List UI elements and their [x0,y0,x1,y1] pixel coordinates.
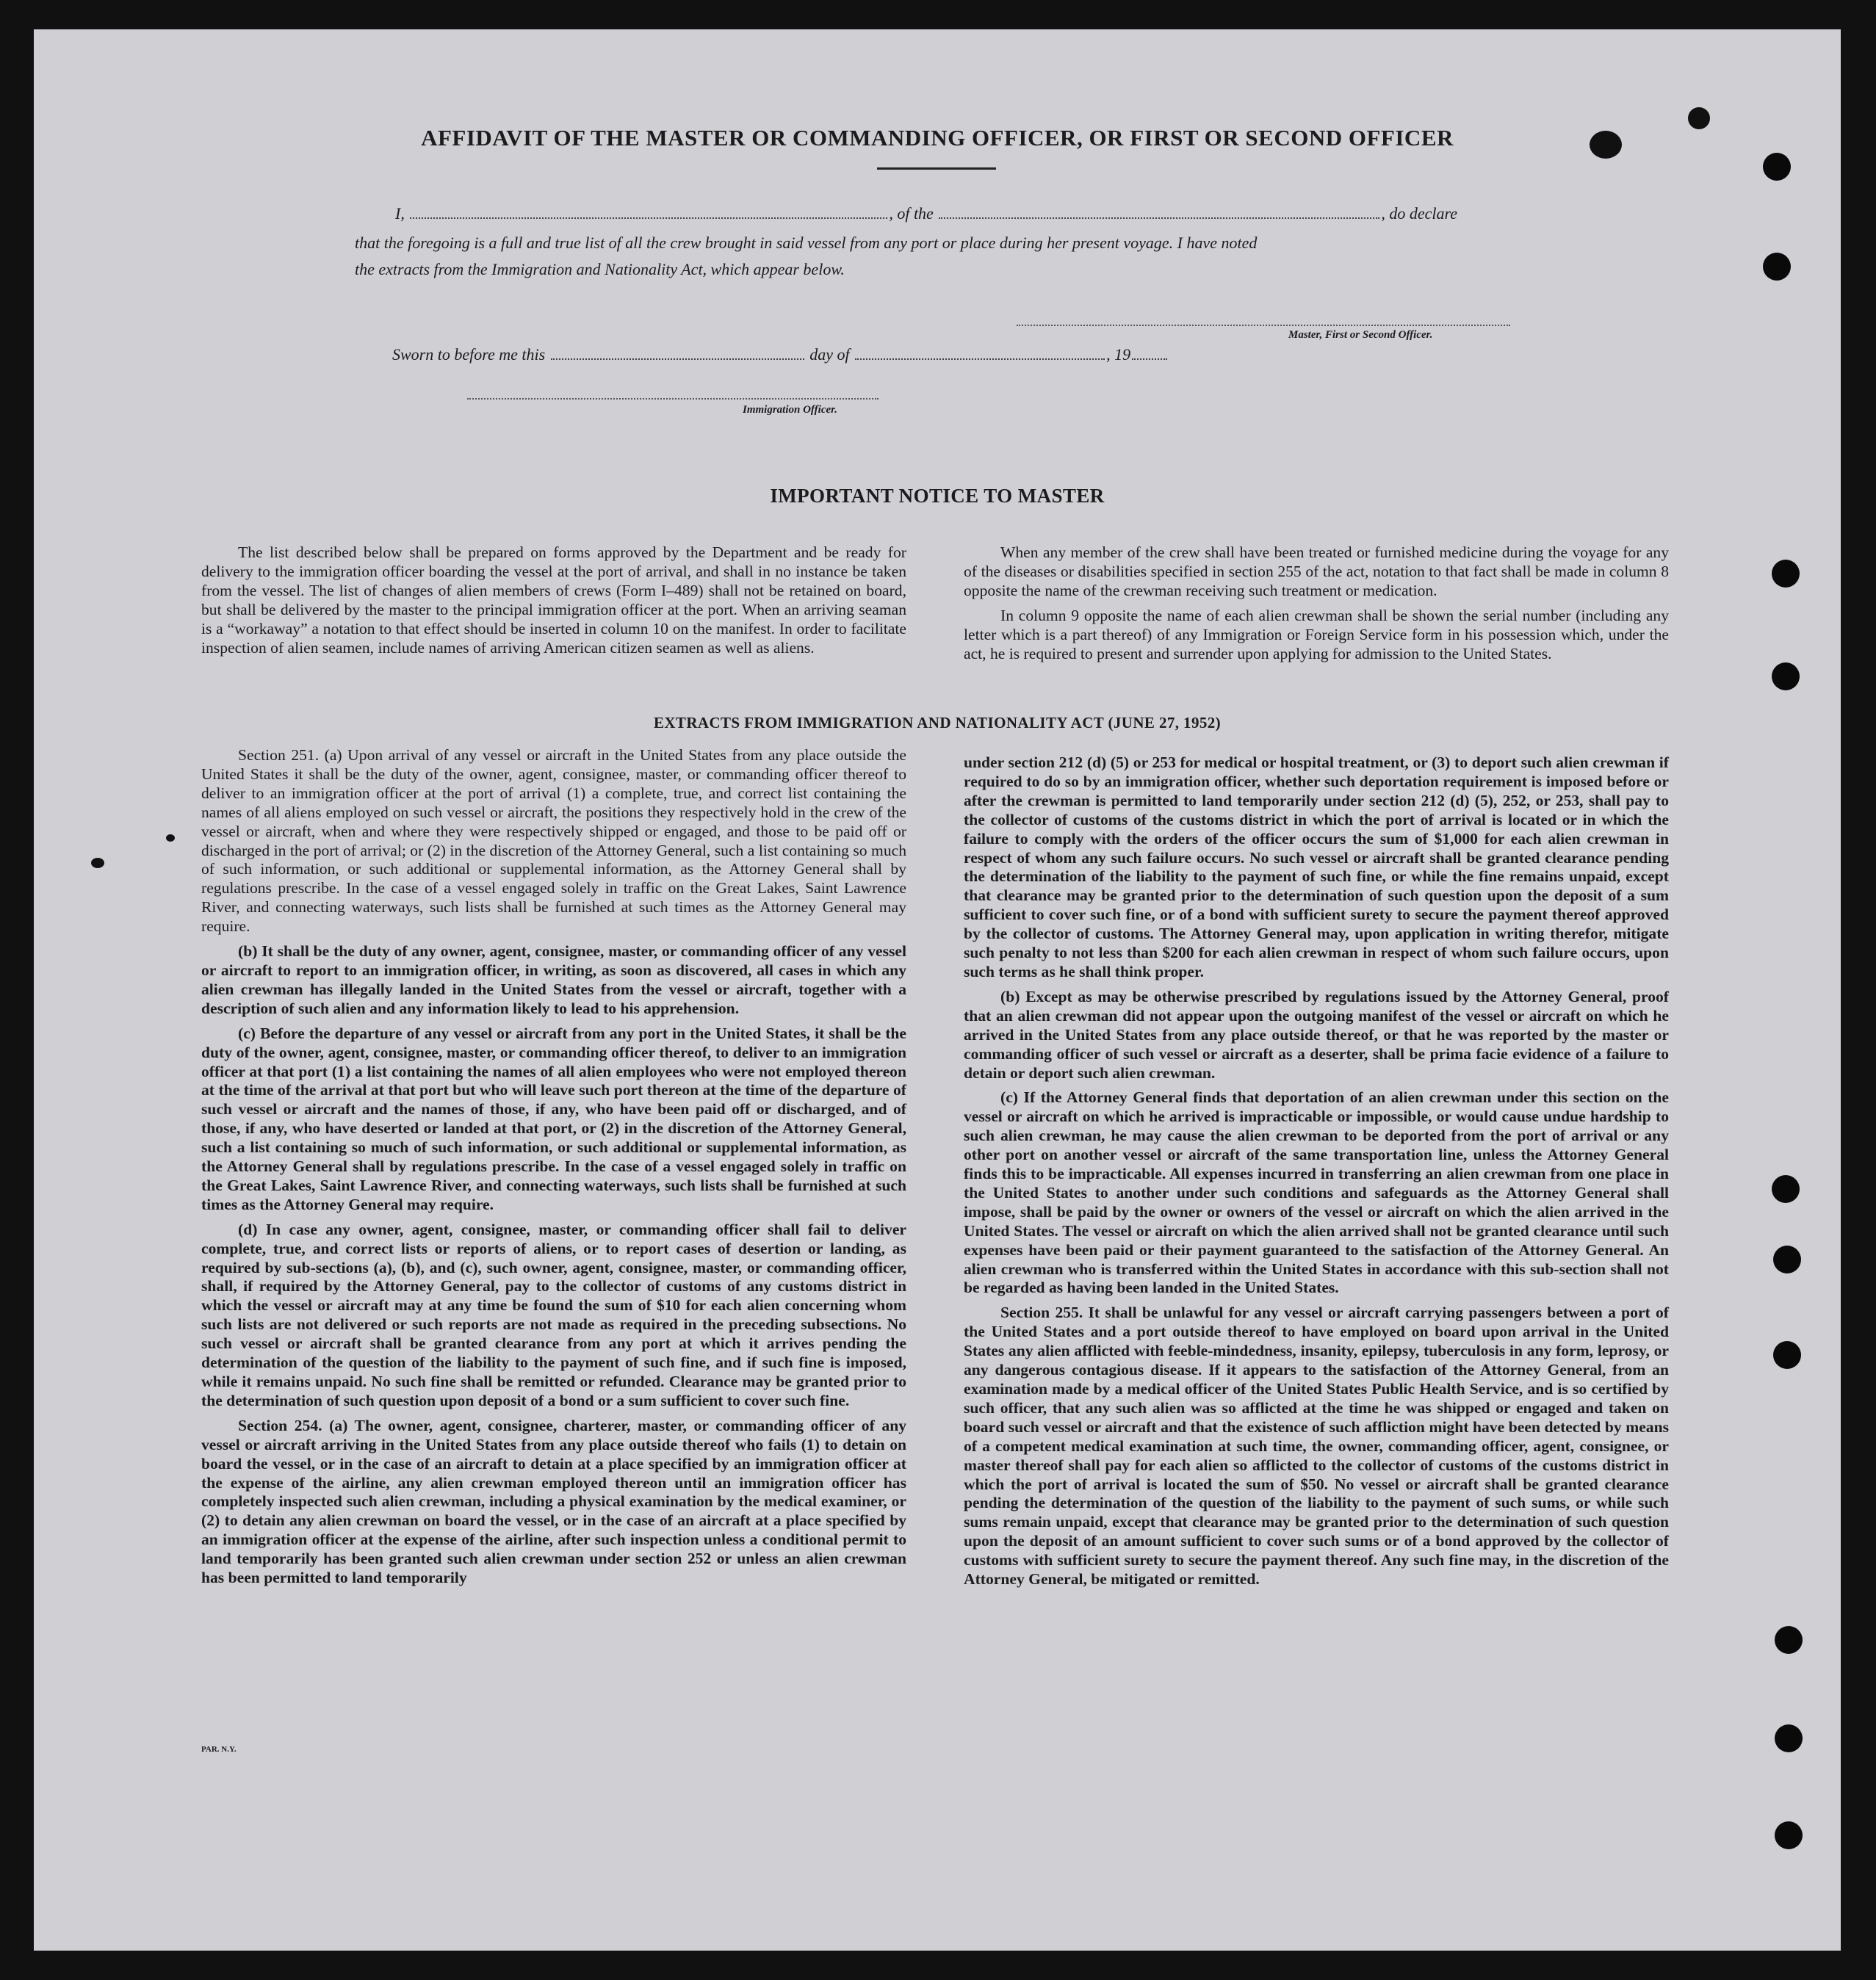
extracts-title: EXTRACTS FROM IMMIGRATION AND NATIONALITY ACT (JUNE 27, 1952) [653,714,1222,731]
section-paragraph: (b) It shall be the duty of any owner, agent, consignee, master, or commanding officer of any vessel or aircraft to report to an immigration officer, in writing, as soon as discovered, all cases in which any alien crewman has illegally landed in the United States from the vessel or aircraft, together with a description of such alien and any information likely to lead to his apprehension. [201,942,906,1017]
section-paragraph: (d) In case any owner, agent, consignee, master, or commanding officer shall fail to deliver complete, true, and correct lists or reports of aliens, or to report cases of desertion or landing, as required by sub-sections (a), (b), and (c), such owner, agent, consignee, master, or commanding officer, shall, if required by the Attorney General, pay to the collector of customs of any customs district in which the vessel or aircraft may at any time be found the sum of $10 for each alien concerning whom such lists are not delivered or such reports are not made as required in the preceding subsections. No such vessel or aircraft shall be granted clearance from any port at which it arrives pending the determination of the question of the liability to the payment of such fine, and if such fine is imposed, while it remains unpaid. No such fine shall be remitted or refunded. Clearance may be granted prior to the determination of such question upon deposit of a bond or a sum sufficient to cover such fine. [201,1220,906,1409]
year-blank[interactable] [1132,358,1167,360]
document-page [34,29,1841,1951]
notice-paragraph: In column 9 opposite the name of each alien crewman shall be shown the serial number (including any letter which is a part thereof) of any Immigration or Foreign Service form in his possession which, under the act, he is required to present and surrender upon applying for admission to the United States. [964,606,1669,662]
section-paragraph: under section 212 (d) (5) or 253 for medical or hospital treatment, or (3) to deport such alien crewman if required to do so by an immigration officer, whether such deportation requirement is imposed before or after the crewman is permitted to land temporarily under section 212 (d) (5), 252, or 253, shall pay to the collector of customs of the customs district in which the port of arrival is located or in which the failure to comply with the orders of the officer occurs the sum of $1,000 for each alien crewman in respect of whom any such failure occurs. No such vessel or aircraft shall be granted clearance pending the determination of the liability to the payment of such fine, or while the fine remains unpaid, except that clearance may be granted prior to the determination of such question upon the deposit of a sum sufficient to cover such fine, or of a bond with sufficient surety to secure the payment thereof approved by the collector of customs. The Attorney General may, upon application in writing therefor, mitigate such penalty to not less than $200 for each alien crewman in respect of whom such failure occurs, upon such terms as he shall think proper. [964,754,1669,980]
printer-mark: PAR. N.Y. [201,1745,237,1754]
punch-hole [1763,253,1791,281]
notice-left-column [201,543,906,663]
section-paragraph: (c) Before the departure of any vessel or aircraft from any port in the United States, it shall be the duty of the owner, agent, consignee, master, or commanding officer thereof, to deliver to an immigration officer at that port (1) a list containing the names of all alien employees who were not employed thereon at the time of the arrival at that port but who will leave such port thereon at the time of the departure of such vessel or aircraft and the names of those, if any, who have been paid off or discharged, and of those, if any, who have deserted or landed at that port, or (2) in the discretion of the Attorney General, such a list containing so much of such information, or such additional or supplemental information, as the Attorney General shall by regulations prescribe. In the case of a vessel engaged solely in traffic on the Great Lakes, Saint Lawrence River, and connecting waterways, such lists shall be furnished at such times as the Attorney General may require. [201,1024,906,1213]
punch-hole [1773,1341,1801,1369]
month-blank[interactable] [855,358,1105,360]
punch-hole [1772,1175,1800,1203]
master-caption: Master, First or Second Officer. [1288,329,1433,341]
i-label: I, [395,204,405,223]
notice-paragraph: The list described below shall be prepared on forms approved by the Department and be ready for delivery to the immigration officer boarding the vessel at the port of arrival, and shall in no instance be taken from the vessel. The list of changes of alien members of crews (Form I–489) shall not be retained on board, but shall be delivered by the master to the principal immigration officer at the port. When an arriving seaman is a “workaway” a notation to that effect should be inserted in column 10 on the manifest. In order to facilitate inspection of alien seamen, include names of arriving American citizen seamen as well as aliens. [201,543,906,657]
declaration-line-2: the extracts from the Immigration and Nationality Act, which appear below. [355,260,845,278]
affidavit-title: AFFIDAVIT OF THE MASTER OR COMMANDING OFFICER, OR FIRST OR SECOND OFFICER [421,125,1454,151]
day-blank[interactable] [551,358,804,360]
section-paragraph: (b) Except as may be otherwise prescribed by regulations issued by the Attorney General, proof that an alien crewman did not appear upon the outgoing manifest of the vessel or aircraft on which he arrived in the United States from any place outside thereof, or that he was reported by the master or commanding officer of such vessel or aircraft as a deserter, shall be prima facie evidence of a failure to detain or deport such alien crewman. [964,987,1669,1082]
ink-blot [91,858,104,868]
declaration-first-line [395,204,1457,223]
ink-blot [1590,131,1622,159]
punch-hole [1775,1724,1803,1752]
ink-blot [166,834,175,842]
section-paragraph: Section 255. It shall be unlawful for any vessel or aircraft carrying passengers between a port of the United States and a port outside thereof to have employed on board upon arrival in the United States any alien afflicted with feeble-mindedness, insanity, epilepsy, tuberculosis in any form, leprosy, or any dangerous contagious disease. If it appears to the satisfaction of the Attorney General, from an examination made by a medical officer of the United States Public Health Service, and is so certified by such officer, that any such alien was so afflicted at the time he was shipped or engaged and taken on board such vessel or aircraft and that the existence of such affliction might have been detected by means of a competent medical examination at such time, the owner, commanding officer, agent, consignee, or master thereof shall pay for each alien so afflicted to the collector of customs of the customs district in which the port of arrival is located the sum of $50. No vessel or aircraft shall be granted clearance pending the determination of the question of the liability to the payment of such sums, or while such sums remain unpaid, except that clearance may be granted prior to the determination of such question upon the deposit of an amount sufficient to cover such sums or of a bond approved by the collector of customs with sufficient surety to secure the payment thereof. Any such fine may, in the discretion of the Attorney General, be mitigated or remitted. [964,1304,1669,1589]
sworn-label: Sworn to before me this [392,345,546,364]
master-signature-line[interactable] [1017,325,1510,326]
title-divider [877,167,996,170]
extracts-left-column [201,746,906,1594]
name-blank[interactable] [410,217,887,219]
vessel-blank[interactable] [939,217,1379,219]
extracts-right-column [964,754,1669,1595]
notice-title: IMPORTANT NOTICE TO MASTER [770,485,1105,507]
notice-right-column [964,543,1669,669]
punch-hole [1773,1246,1801,1273]
declaration-line-1: that the foregoing is a full and true list of all the crew brought in said vessel from any port or place during her present voyage. I have noted [355,234,1258,252]
officer-signature-line[interactable] [467,398,879,400]
punch-hole [1763,153,1791,181]
officer-caption: Immigration Officer. [743,404,837,416]
section-paragraph: (c) If the Attorney General finds that deportation of an alien crewman under this section on the vessel or aircraft on which he arrived is impracticable or impossible, or would cause undue hardship to such alien crewman, he may cause the alien crewman to be deported from the port of arrival or any other port on another vessel or aircraft of the same transportation line, unless the Attorney General finds this to be impracticable. All expenses incurred in transferring an alien crewman from one place in the United States to another under such conditions and safeguards as the Attorney General shall impose, shall be paid by the owner or owners of the vessel or aircraft on which the alien arrived in the United States. The vessel or aircraft on which the alien arrived shall not be granted clearance until such expenses have been paid or their payment guaranteed to the satisfaction of the Attorney General. An alien crewman who is transferred within the United States in accordance with this sub-section shall not be regarded as having been landed in the United States. [964,1088,1669,1297]
section-paragraph: Section 254. (a) The owner, agent, consignee, charterer, master, or commanding officer of any vessel or aircraft arriving in the United States from any place outside thereof who fails (1) to detain on board the vessel, or in the case of an aircraft to detain at a place specified by an immigration officer at the expense of the airline, any alien crewman employed thereon until an immigration officer has completely inspected such alien crewman, including a physical examination by the medical examiner, or (2) to detain any alien crewman on board the vessel, or in the case of an aircraft at a place specified by an immigration officer at the expense of the airline, after such inspection unless a conditional permit to land temporarily has been granted such alien crewman under section 252 or unless an alien crewman has been permitted to land temporarily [201,1416,906,1587]
year-label: , 19 [1106,345,1131,364]
sworn-line [392,345,1169,364]
punch-hole [1775,1626,1803,1654]
notice-paragraph: When any member of the crew shall have been treated or furnished medicine during the voyage for any of the diseases or disabilities specified in section 255 of the act, notation to that fact shall be made in column 8 opposite the name of the crewman receiving such treatment or medication. [964,543,1669,599]
day-of-label: day of [809,345,850,364]
section-paragraph: Section 251. (a) Upon arrival of any vessel or aircraft in the United States from any place outside the United States it shall be the duty of the owner, agent, consignee, master, or commanding officer thereof to deliver to an immigration officer at the port of arrival (1) a complete, true, and correct list containing the names of all aliens employed on such vessel or aircraft, the positions they respectively hold in the crew of the vessel or aircraft, when and where they were respectively shipped or engaged, and those to be paid off or discharged in the port of arrival; or (2) in the discretion of the Attorney General, such a list containing so much of such information, or such additional or supplemental information, as the Attorney General shall by regulations prescribe. In the case of a vessel engaged solely in traffic on the Great Lakes, Saint Lawrence River, and connecting waterways, such lists shall be furnished at such times as the Attorney General may require. [201,746,906,936]
of-the-label: , of the [889,204,934,223]
punch-hole [1775,1821,1803,1849]
ink-blot [1688,107,1710,129]
punch-hole [1772,560,1800,588]
do-declare-label: , do declare [1381,204,1457,223]
punch-hole [1772,662,1800,690]
